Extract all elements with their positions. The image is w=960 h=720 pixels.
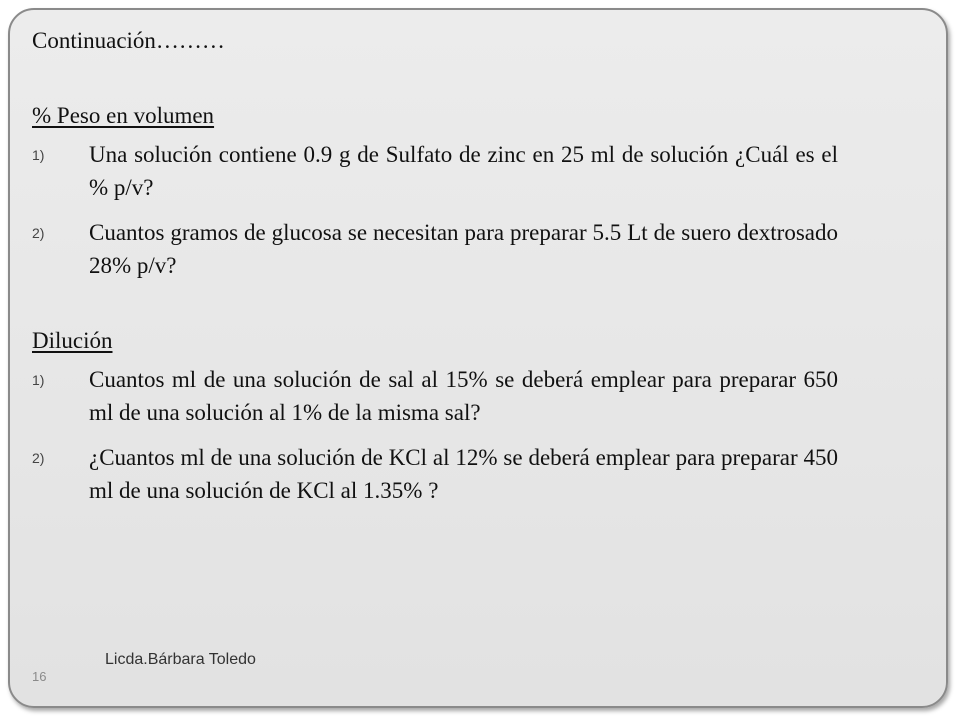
footer-author: Licda.Bárbara Toledo xyxy=(105,651,256,668)
section-heading-peso-volumen: % Peso en volumen xyxy=(32,103,215,128)
problem-text: Cuantos gramos de glucosa se necesitan para preparar 5.5 Lt de suero dextrosado 28% p/v? xyxy=(89,220,838,278)
problem-list-dilucion xyxy=(32,363,838,507)
problem-number: 1) xyxy=(32,372,45,388)
problem-text: Cuantos ml de una solución de sal al 15% se deberá emplear para preparar 650 ml de una solución al 1% de la misma sal? xyxy=(89,367,838,425)
page-number: 16 xyxy=(32,669,47,684)
section-heading-dilucion: Dilución xyxy=(32,328,113,353)
intro-text: Continuación……… xyxy=(32,28,225,53)
problem-list-peso-volumen xyxy=(32,138,838,282)
problem-item xyxy=(32,441,838,507)
slide-content xyxy=(32,24,838,519)
problem-number: 2) xyxy=(32,450,45,466)
problem-text: Una solución contiene 0.9 g de Sulfato de zinc en 25 ml de solución ¿Cuál es el % p/v? xyxy=(89,142,838,200)
problem-number: 1) xyxy=(32,147,45,163)
problem-item xyxy=(32,363,838,429)
problem-text: ¿Cuantos ml de una solución de KCl al 12% se deberá emplear para preparar 450 ml de una solución de KCl al 1.35% ? xyxy=(89,445,838,503)
problem-number: 2) xyxy=(32,225,45,241)
problem-item xyxy=(32,138,838,204)
problem-item xyxy=(32,216,838,282)
